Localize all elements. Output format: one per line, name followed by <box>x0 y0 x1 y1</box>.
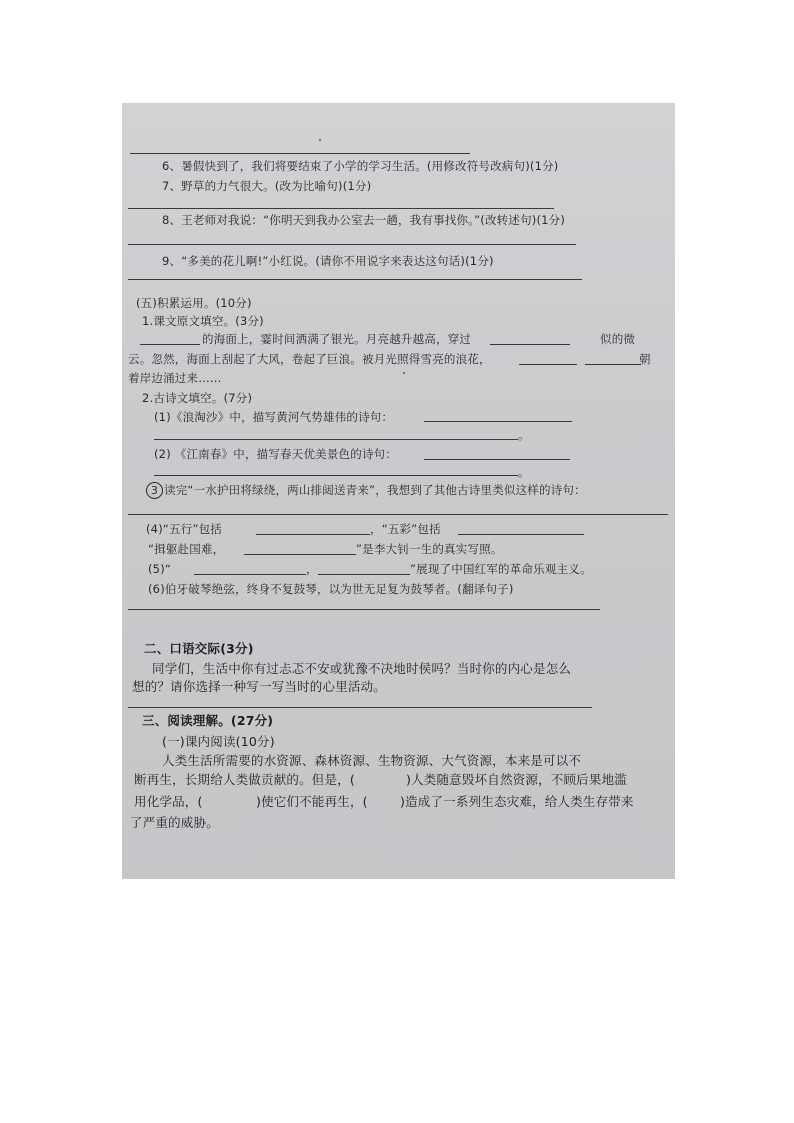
poem-item-7: (6)伯牙破琴绝弦，终身不复鼓琴，以为世无足复为鼓琴者。(翻译句子) <box>148 582 514 596</box>
reading-line-2-b: )人类随意毁坏自然资源，不顾后果地滥 <box>406 772 627 787</box>
answer-line <box>128 279 582 280</box>
poem-item-1: (1)《浪淘沙》中，描写黄河气势雄伟的诗句： <box>154 410 394 424</box>
reading-line-3-b: )使它们不能再生，( <box>256 794 368 809</box>
poem-item-5-b: ”是李大钊一生的真实写照。 <box>356 542 503 556</box>
question-9: 9、“多美的花儿啊!”小红说。(请你不用说字来表达这句话)(1分) <box>162 254 494 268</box>
poem-item-6-b: ， <box>306 562 318 576</box>
part-1-line-a-end: 似的微 <box>600 332 636 346</box>
poem-item-4-a: (4)“五行”包括 <box>146 522 223 536</box>
answer-line <box>128 609 600 610</box>
blank <box>256 534 370 535</box>
part-1-line-b-end: 朝 <box>639 352 651 366</box>
part-1-line-c: 着岸边涌过来…… <box>128 371 222 385</box>
part-1-line-b: 云。忽然，海面上刮起了大风，卷起了巨浪。被月光照得雪亮的浪花， <box>128 352 491 366</box>
blank <box>318 574 410 575</box>
part-2-title: 2.古诗文填空。(7分) <box>142 391 253 405</box>
speck <box>403 372 405 374</box>
reading-line-3-a: 用化学品，( <box>134 794 203 809</box>
answer-line <box>128 514 668 515</box>
section-3-subtitle: (一)课内阅读(10分) <box>162 734 275 749</box>
blank <box>585 364 641 365</box>
blank <box>424 459 570 460</box>
poem-item-1-end: 。 <box>518 428 530 442</box>
blank <box>154 439 518 440</box>
answer-line <box>128 244 576 245</box>
reading-line-4: 了严重的威胁。 <box>130 815 219 830</box>
section-2-title: 二、口语交际(3分) <box>144 641 254 656</box>
photographed-exam-page <box>122 103 675 879</box>
poem-item-2: (2) 《江南春》中，描写春天优美景色的诗句： <box>154 447 398 461</box>
section-2-text-1: 同学们，生活中你有过忐忑不安或犹豫不决地时侯吗？当时你的内心是怎么 <box>152 661 572 676</box>
section-2-text-2: 想的？请你选择一种写一写当时的心里活动。 <box>132 679 387 694</box>
poem-item-5-a: “揖躯赴国难， <box>148 542 225 556</box>
question-7: 7、野草的力气很大。(改为比喻句)(1分) <box>162 179 372 193</box>
circled-number: 3 <box>146 482 163 499</box>
blank <box>154 475 518 476</box>
question-8: 8、王老师对我说：“你明天到我办公室去一趟，我有事找你。”(改转述句)(1分) <box>162 213 566 227</box>
poem-item-6-c: ”展现了中国红军的革命乐观主义。 <box>410 562 592 576</box>
reading-line-1: 人类生活所需要的水资源、森林资源、生物资源、大气资源，本来是可以不 <box>162 753 582 768</box>
reading-line-2-a: 断再生，长期给人类做贡献的。但是，( <box>134 772 355 787</box>
blank <box>424 421 572 422</box>
blank <box>458 534 584 535</box>
answer-line <box>128 208 554 209</box>
poem-item-6-a: (5)“ <box>148 562 172 576</box>
blank <box>194 574 306 575</box>
reading-line-3-c: )造成了一系列生态灾难，给人类生存带来 <box>400 794 634 809</box>
blank <box>490 344 570 345</box>
blank <box>244 554 356 555</box>
section-5-title: (五)积累运用。(10分) <box>136 296 252 310</box>
part-1-line-a: 的海面上，霎时间洒满了银光。月亮越升越高，穿过 <box>202 332 472 346</box>
answer-line <box>128 707 592 708</box>
part-1-title: 1.课文原文填空。(3分) <box>142 314 264 328</box>
poem-item-3 <box>146 482 586 499</box>
section-3-title: 三、阅读理解。(27分) <box>142 713 274 728</box>
speck <box>319 139 321 141</box>
poem-item-2-end: 。 <box>518 465 530 479</box>
blank <box>519 364 577 365</box>
blank <box>140 344 200 345</box>
poem-item-3-text: 读完“一水护田将绿绕，两山排闼送青来”，我想到了其他古诗里类似这样的诗句： <box>164 483 586 497</box>
question-6: 6、暑假快到了，我们将要结束了小学的学习生活。(用修改符号改病句)(1分) <box>162 159 559 173</box>
answer-line <box>130 153 470 154</box>
poem-item-4-b: ，“五彩”包括 <box>370 522 441 536</box>
